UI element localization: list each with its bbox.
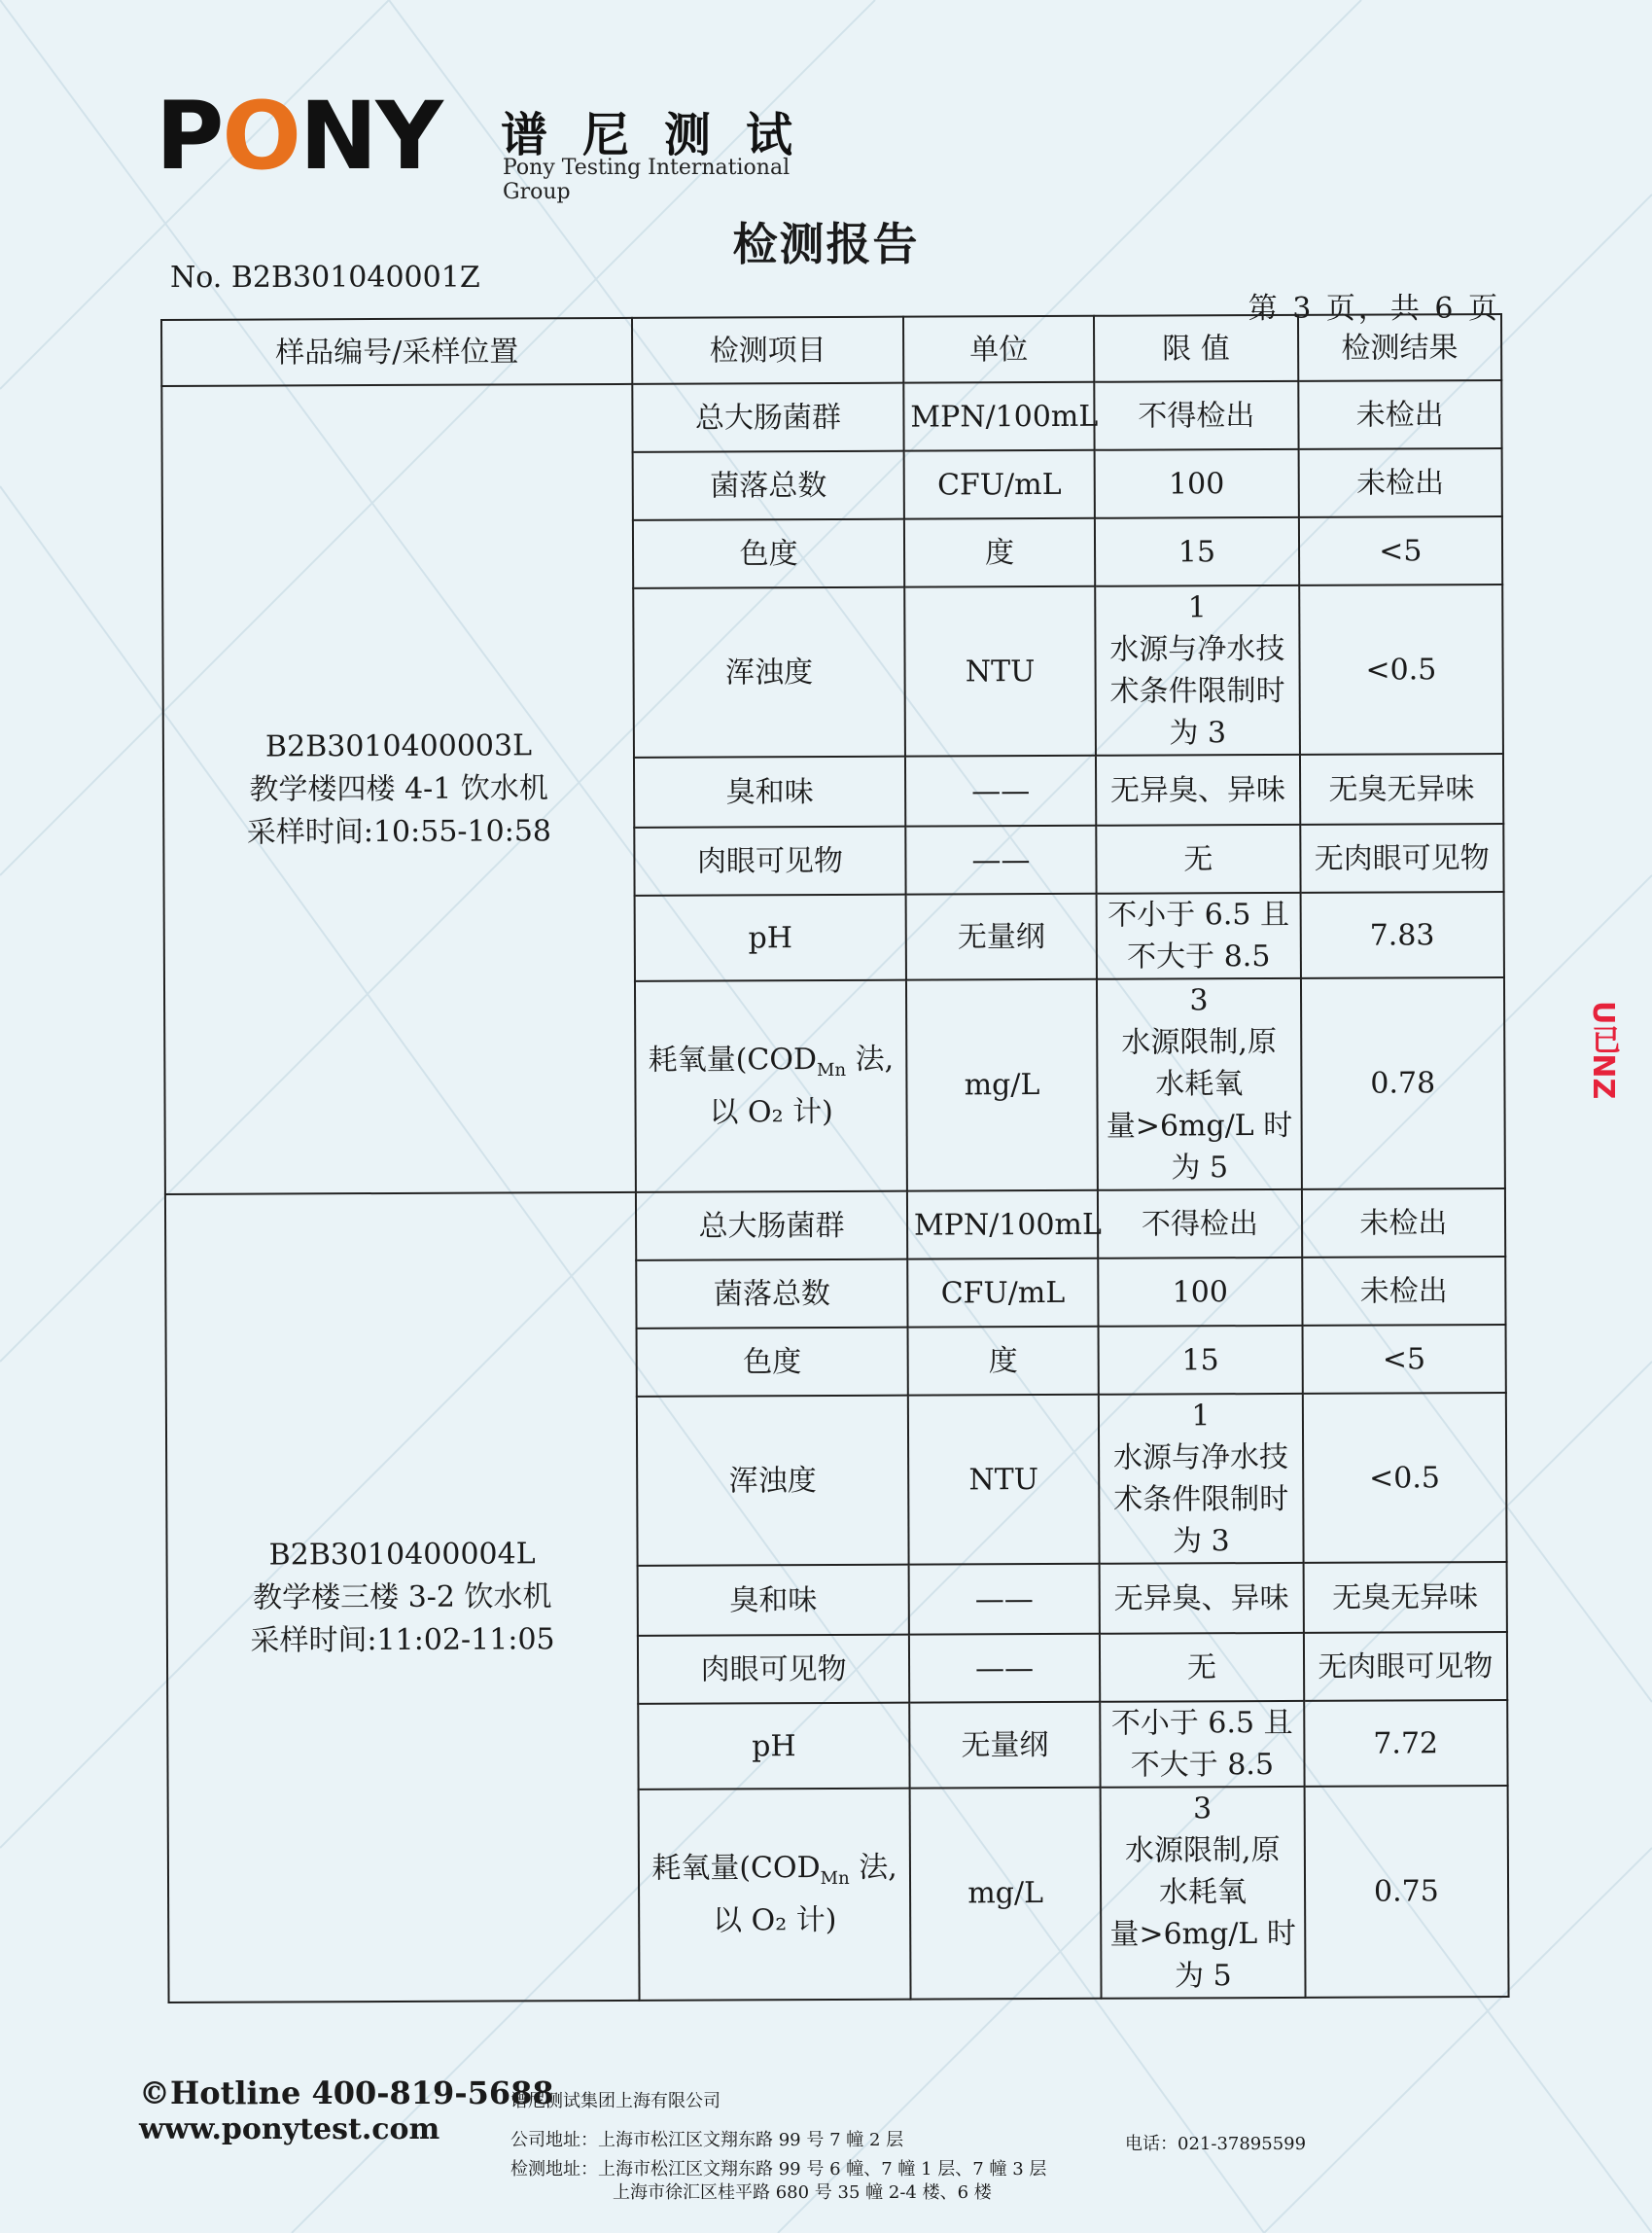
result-cell: <0.5 [1302,1393,1506,1563]
item-cell: pH [635,895,906,981]
item-cell: pH [638,1703,909,1790]
item-subscript: Mn [816,1059,847,1081]
limit-cell: 15 [1095,517,1299,586]
unit-cell: NTU [904,586,1096,757]
unit-cell: —— [909,1634,1101,1703]
item-cell: 总大肠菌群 [632,383,903,452]
unit-cell: NTU [908,1395,1100,1565]
limit-cell: 1 水源与净水技 术条件限制时 为 3 [1095,585,1299,756]
unit-cell: mg/L [910,1788,1102,2000]
limit-cell: 100 [1095,449,1299,518]
limit-cell: 无异臭、异味 [1096,755,1300,826]
company-address: 公司地址：上海市松江区文翔东路 99 号 7 幢 2 层 [510,2130,904,2150]
limit-cell: 无异臭、异味 [1100,1563,1304,1634]
company-name: 谱尼测试集团上海有限公司 [510,2091,721,2111]
limit-cell: 不小于 6.5 且 不大于 8.5 [1097,893,1301,979]
limit-cell: 不得检出 [1098,1189,1302,1258]
header-sample: 样品编号/采样位置 [161,318,632,386]
item-text: 耗氧量(COD [648,1043,818,1078]
header-item: 检测项目 [632,317,903,384]
result-cell: 无臭无异味 [1300,754,1504,825]
result-cell: 无臭无异味 [1303,1562,1507,1633]
table-header-row [161,314,1501,386]
page-indicator: 第 3 页，共 6 页 [1248,292,1500,326]
phone-number: 电话：021-37895599 [1125,2134,1307,2154]
item-cell: 菌落总数 [633,451,904,520]
result-cell: <5 [1302,1325,1506,1394]
result-cell: 未检出 [1302,1257,1506,1326]
result-cell: <0.5 [1299,585,1503,755]
logo-cn-text: 谱尼测试 [501,108,828,162]
sample-info-cell: B2B3010400003L 教学楼四楼 4-1 饮水机 采样时间:10:55-10:58 [161,384,636,1194]
limit-cell: 15 [1099,1326,1303,1395]
table-row [161,380,1501,454]
table-body [161,380,1508,2003]
limit-cell: 不小于 6.5 且 不大于 8.5 [1100,1701,1304,1788]
report-title: 检测报告 [732,218,920,270]
logo-wordmark: PONY [156,82,441,191]
unit-cell: —— [909,1564,1101,1635]
limit-cell: 无 [1100,1633,1304,1702]
test-address: 检测地址：上海市松江区文翔东路 99 号 6 幢、7 幢 1 层、7 幢 3 层 [510,2159,1047,2180]
result-cell: 0.78 [1301,977,1505,1189]
test-results-table [160,313,1510,2003]
red-stamp-fragment: U已NZ [1586,1001,1620,1100]
item-cell: 色度 [637,1328,908,1397]
unit-cell: —— [905,756,1097,827]
report-number: No. B2B301040001Z [170,261,480,295]
item-cell: 总大肠菌群 [636,1191,907,1260]
item-text-tail: 法, 以 O₂ 计) [712,1850,897,1938]
company-logo [156,82,836,204]
item-cell: 色度 [633,519,904,588]
logo-en-text: Pony Testing International Group [503,156,791,204]
result-cell: <5 [1298,516,1502,585]
item-cell: 臭和味 [634,757,905,828]
copyright-icon: © [139,2074,170,2111]
limit-cell: 100 [1098,1258,1302,1327]
item-cell: 臭和味 [638,1565,909,1636]
header-result: 检测结果 [1298,314,1502,381]
unit-cell: —— [905,826,1097,895]
item-cell: 浑浊度 [633,587,904,758]
unit-cell: 度 [907,1327,1099,1396]
unit-cell: CFU/mL [907,1258,1099,1328]
sample-info-cell: B2B3010400004L 教学楼三楼 3-2 饮水机 采样时间:11:02-11:05 [165,1192,640,2003]
result-cell: 未检出 [1298,448,1502,517]
result-cell: 无肉眼可见物 [1303,1632,1507,1701]
unit-cell: MPN/100mL [903,382,1095,451]
item-text: 耗氧量(COD [651,1851,821,1886]
item-cell: 菌落总数 [636,1259,907,1329]
result-cell: 未检出 [1298,380,1502,449]
item-cell: 肉眼可见物 [634,827,905,896]
unit-cell: CFU/mL [904,450,1096,519]
limit-cell: 3 水源限制,原 水耗氧 量>6mg/L 时 为 5 [1097,978,1301,1190]
item-cell [635,980,907,1192]
limit-cell: 3 水源限制,原 水耗氧 量>6mg/L 时 为 5 [1101,1787,1305,1999]
item-cell: 浑浊度 [637,1396,908,1566]
table-row [165,1188,1505,1262]
header-unit: 单位 [903,316,1095,383]
item-cell: 肉眼可见物 [638,1635,909,1704]
result-cell: 7.83 [1300,892,1504,978]
item-subscript: Mn [820,1867,850,1890]
unit-cell: MPN/100mL [907,1190,1099,1259]
limit-cell: 不得检出 [1094,381,1298,450]
result-cell: 无肉眼可见物 [1300,824,1504,893]
result-cell: 未检出 [1301,1188,1505,1258]
header-limit: 限 值 [1094,315,1298,382]
unit-cell: 无量纲 [906,894,1098,980]
unit-cell: 度 [904,518,1096,587]
item-text-tail: 法, 以 O₂ 计) [709,1042,895,1130]
item-cell [639,1789,911,2001]
result-cell: 0.75 [1304,1786,1508,1998]
limit-cell: 1 水源与净水技 术条件限制时 为 3 [1099,1394,1303,1564]
test-address-cont: 上海市徐汇区桂平路 680 号 35 幢 2-4 楼、6 楼 [613,2182,992,2203]
hotline: ©Hotline 400-819-5688 [139,2074,554,2111]
result-cell: 7.72 [1304,1700,1508,1787]
website-link[interactable]: www.ponytest.com [139,2112,440,2146]
limit-cell: 无 [1096,825,1300,894]
unit-cell: 无量纲 [909,1702,1101,1789]
unit-cell: mg/L [906,979,1098,1191]
